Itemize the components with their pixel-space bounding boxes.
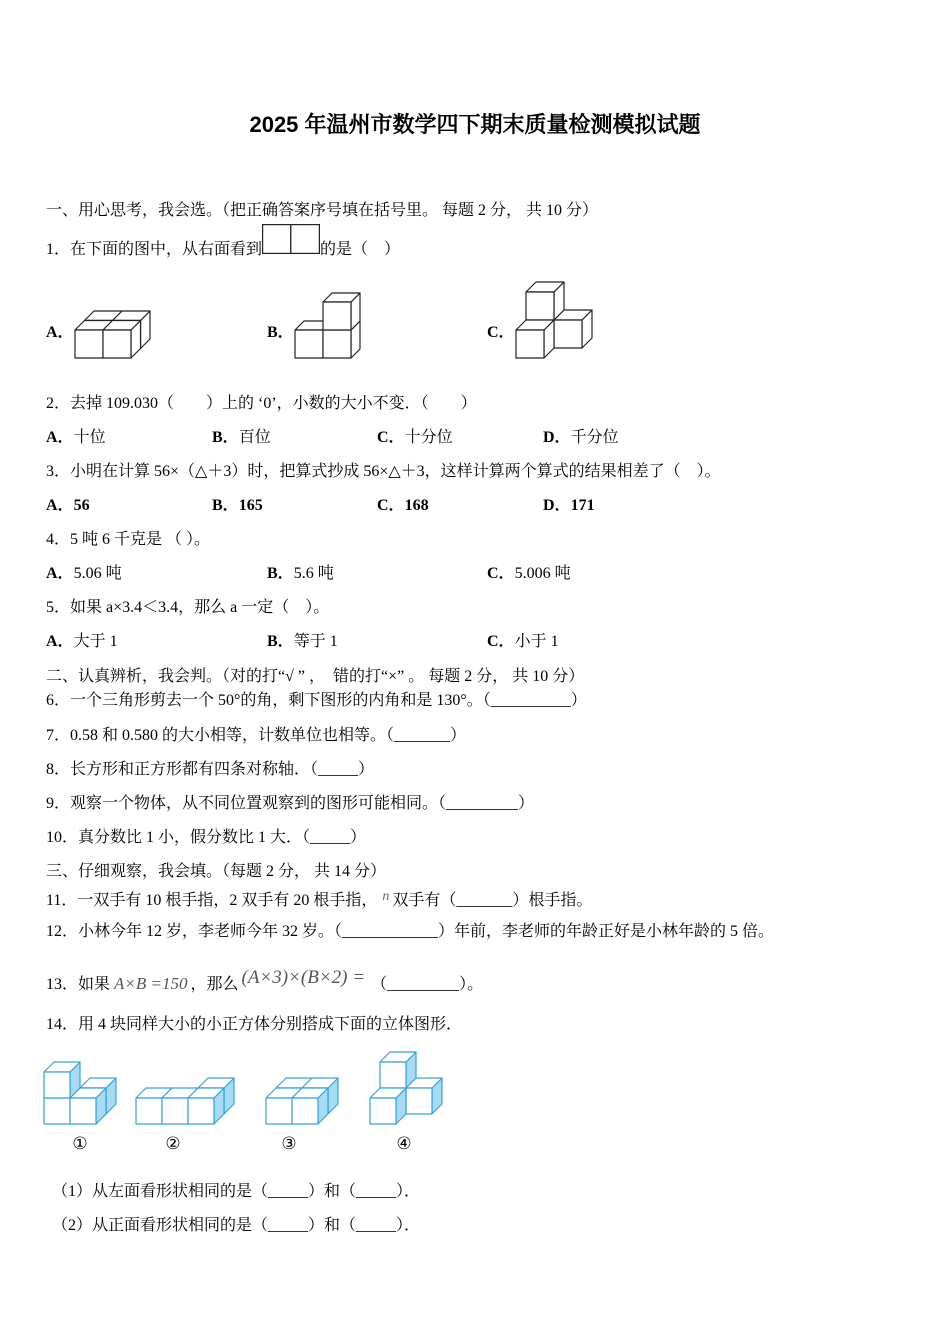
cube [370, 1088, 406, 1124]
question-10 [46, 828, 366, 848]
cube-front-face [80, 1088, 106, 1114]
cube [516, 320, 554, 358]
option-text: 大于 1 [73, 633, 118, 650]
option-text: 百位 [238, 429, 271, 446]
cube-right-face [432, 1078, 442, 1114]
cube-front-face [554, 320, 582, 348]
q14-figure-1 [44, 1062, 116, 1124]
option-label: B． [212, 429, 239, 446]
cube [103, 321, 141, 359]
cube-right-face [113, 311, 123, 349]
cube-front-face [380, 1088, 406, 1114]
question-13-text-after: （_________）。 [371, 976, 484, 993]
figure-1-label: ① [72, 1134, 88, 1153]
cube-front-face [276, 1088, 302, 1114]
variable-n: n [382, 889, 390, 904]
cube-front-face [85, 321, 113, 349]
q5-option-b [267, 632, 338, 652]
cube-top-face [323, 293, 360, 302]
option-label: B． [267, 324, 294, 341]
cube [526, 310, 564, 348]
cube-front-face [406, 1088, 432, 1114]
cube-top-face [44, 1088, 80, 1098]
option-text: 小于 1 [514, 633, 559, 650]
cube-right-face [96, 1088, 106, 1124]
section-3-heading-text: 三、仔细观察，我会填。（每题 2 分， 共 14 分） [46, 863, 387, 880]
section-2-heading-text: 二、认真辨析，我会判。（对的打“√ ” ， 错的打“×” 。 每题 2 分， 共 10 分） [46, 668, 585, 685]
q2-option-a [46, 428, 106, 448]
question-7-text: 7．0.58 和 0.580 的大小相等，计数单位也相等。（_______） [46, 727, 467, 744]
cube-front-face [295, 330, 323, 358]
q3-option-c [377, 496, 429, 516]
question-11 [46, 887, 592, 911]
cube-front-face [70, 1098, 96, 1124]
cube-front-face [526, 320, 554, 348]
question-10-text: 10．真分数比 1 小，假分数比 1 大．（_____） [46, 829, 367, 846]
q3-option-d [543, 496, 595, 516]
cube-right-face [70, 1062, 80, 1098]
cube-front-face [113, 321, 141, 349]
cube-right-face [554, 282, 564, 320]
cube-right-face [141, 311, 151, 349]
view-square-right [291, 225, 320, 254]
option-text: 165 [238, 497, 263, 514]
cube-right-face [351, 321, 360, 358]
option-text: 168 [404, 497, 429, 514]
view-square-left [263, 225, 291, 254]
question-4-text: 4．5 吨 6 千克是 （ ）。 [46, 531, 211, 548]
cube-right-face [70, 1088, 80, 1124]
cube-right-face [162, 1088, 172, 1124]
question-7 [46, 726, 466, 746]
q1-option-c [487, 323, 515, 343]
cube-front-face [516, 330, 544, 358]
option-text: 5.006 吨 [514, 565, 571, 582]
cube-top-face [295, 321, 332, 330]
option-label: B． [267, 565, 294, 582]
q4-option-a [46, 564, 122, 584]
figure-3-label: ③ [281, 1134, 297, 1153]
option-text: 171 [570, 497, 595, 514]
cube-right-face [214, 1088, 224, 1124]
cube-front-face [266, 1098, 292, 1124]
question-6 [46, 691, 587, 711]
cube-top-face [266, 1088, 302, 1098]
question-13-text-before: 13．如果 [46, 976, 111, 993]
question-14-part-1-text: （1）从左面看形状相同的是（_____）和（_____）． [52, 1183, 421, 1200]
question-5-text: 5．如果 a×3.4＜3.4，那么 a 一定（ ）。 [46, 599, 330, 616]
cube-top-face [406, 1078, 442, 1088]
q2-option-b [212, 428, 271, 448]
cube-front-face [526, 292, 554, 320]
question-3 [46, 462, 721, 482]
cube [266, 1088, 302, 1124]
q2-option-d [543, 428, 619, 448]
option-label: A． [46, 324, 74, 341]
cube-right-face [224, 1078, 234, 1114]
option-label: A． [46, 565, 74, 582]
question-6-text: 6．一个三角形剪去一个 50°的角，剩下图形的内角和是 130°。（__________） [46, 692, 587, 709]
question-13 [46, 968, 483, 995]
option-label: A． [46, 497, 74, 514]
section-1-heading [46, 201, 598, 221]
q1-option-b-figure [295, 293, 360, 358]
cube-front-face [198, 1088, 224, 1114]
cube [75, 321, 113, 359]
cube-top-face [75, 321, 113, 331]
cube-right-face [323, 321, 332, 358]
cube-right-face [351, 293, 360, 330]
q1-side-view-figure [262, 224, 320, 254]
option-text: 千分位 [570, 429, 619, 446]
cube [302, 1078, 338, 1114]
cube [188, 1088, 224, 1124]
question-9 [46, 794, 534, 814]
cube-top-face [188, 1088, 224, 1098]
cube-top-face [554, 310, 592, 320]
cube-right-face [328, 1078, 338, 1114]
section-2-heading [46, 667, 584, 687]
cube [44, 1062, 80, 1098]
q2-option-c [377, 428, 453, 448]
cube [85, 311, 123, 349]
cube-right-face [544, 320, 554, 358]
option-text: 十位 [73, 429, 106, 446]
math-expression: (A×3)×(B×2) = [241, 967, 366, 988]
cube [162, 1088, 198, 1124]
question-13-text-middle: ，那么 [190, 976, 239, 993]
q14-figure-2 [136, 1078, 234, 1124]
cube-top-face [162, 1088, 198, 1098]
q4-option-b [267, 564, 334, 584]
cube-top-face [44, 1062, 80, 1072]
section-3-heading [46, 862, 386, 882]
cube [276, 1078, 312, 1114]
figure-2-label: ② [165, 1134, 181, 1153]
cube-top-face [526, 282, 564, 292]
cube-front-face [44, 1098, 70, 1124]
cube-front-face [136, 1098, 162, 1124]
question-14-part-2 [52, 1216, 420, 1236]
cube-top-face [292, 1088, 328, 1098]
q1-option-a [46, 323, 74, 343]
cube-front-face [75, 330, 103, 358]
cube-front-face [370, 1098, 396, 1124]
question-14-part-2-text: （2）从正面看形状相同的是（_____）和（_____）． [52, 1217, 421, 1234]
cube-top-face [370, 1088, 406, 1098]
question-14-part-1 [52, 1182, 420, 1202]
cube [44, 1088, 80, 1124]
cube [136, 1088, 172, 1124]
cube-right-face [406, 1052, 416, 1088]
cube-top-face [323, 321, 360, 330]
option-label: C． [487, 565, 515, 582]
question-11-text-after: 双手有（_______）根手指。 [392, 892, 593, 909]
option-label: A． [46, 429, 74, 446]
cube-front-face [188, 1098, 214, 1124]
question-14-text: 14．用 4 块同样大小的小正方体分别搭成下面的立体图形． [46, 1016, 463, 1033]
option-label: C． [487, 633, 515, 650]
figure-4-label: ④ [396, 1134, 412, 1153]
cube-top-face [80, 1078, 116, 1088]
cube-right-face [188, 1088, 198, 1124]
page-title: 2025 年温州市数学四下期末质量检测模拟试题 [249, 112, 701, 137]
cube [323, 293, 360, 330]
q14-figure-3 [266, 1078, 338, 1124]
question-3-text: 3．小明在计算 56×（△＋3）时，把算式抄成 56×△＋3，这样计算两个算式的结果相差了（ ）。 [46, 463, 721, 480]
option-text: 十分位 [404, 429, 453, 446]
option-text: 56 [73, 497, 90, 514]
cube [323, 321, 360, 358]
question-12-text: 12．小林今年 12 岁，李老师今年 32 岁。（____________）年前，李老师的年龄正好是小林年龄的 5 倍。 [46, 923, 775, 940]
cube-right-face [103, 321, 113, 359]
option-label: C． [377, 497, 405, 514]
option-label: D． [543, 497, 571, 514]
cube-top-face [85, 311, 123, 321]
option-label: B． [212, 497, 239, 514]
cube-top-face [198, 1078, 234, 1088]
question-12 [46, 922, 774, 942]
question-11-text-before: 11．一双手有 10 根手指，2 双手有 20 根手指， [46, 892, 378, 909]
cube-front-face [323, 302, 351, 330]
cube-top-face [103, 321, 141, 331]
question-8-text: 8．长方形和正方形都有四条对称轴．（_____） [46, 761, 375, 778]
cube-top-face [516, 320, 554, 330]
option-text: 5.06 吨 [73, 565, 122, 582]
cube-front-face [44, 1072, 70, 1098]
question-1-text-before: 1．在下面的图中，从右面看到 [46, 241, 263, 258]
option-text: 等于 1 [293, 633, 338, 650]
q14-figure-4 [370, 1052, 442, 1124]
option-label: C． [377, 429, 405, 446]
question-4 [46, 530, 210, 550]
cube [198, 1078, 234, 1114]
cube [406, 1078, 442, 1114]
cube [526, 282, 564, 320]
question-1-text-after: 的是（ ） [320, 241, 401, 258]
cube-top-face [70, 1088, 106, 1098]
question-9-text: 9．观察一个物体，从不同位置观察到的图形可能相同。（_________） [46, 795, 535, 812]
cube [380, 1052, 416, 1088]
cube-right-face [292, 1088, 302, 1124]
question-5 [46, 598, 329, 618]
question-2-text: 2．去掉 109.030（ ）上的 ‘0’，小数的大小不变．（ ） [46, 395, 477, 412]
q5-option-a [46, 632, 118, 652]
question-2 [46, 394, 477, 414]
cube-top-face [302, 1078, 338, 1088]
option-text: 5.6 吨 [293, 565, 334, 582]
cube-front-face [323, 330, 351, 358]
cube [113, 311, 151, 349]
q1-option-b [267, 323, 294, 343]
q5-option-c [487, 632, 559, 652]
cube-top-face [136, 1088, 172, 1098]
cube-top-face [526, 310, 564, 320]
q1-option-c-figure [516, 282, 592, 358]
cube-front-face [162, 1098, 188, 1124]
q3-option-a [46, 496, 90, 516]
cube [70, 1088, 106, 1124]
question-14 [46, 1015, 462, 1035]
cube-front-face [302, 1088, 328, 1114]
option-label: D． [543, 429, 571, 446]
math-given-equation: A×B =150 [114, 974, 188, 993]
q1-option-a-figure [75, 311, 150, 358]
q3-option-b [212, 496, 263, 516]
cube-right-face [554, 310, 564, 348]
cube-right-face [582, 310, 592, 348]
cube-right-face [318, 1088, 328, 1124]
cube-right-face [106, 1078, 116, 1114]
cube-top-face [113, 311, 151, 321]
cube [80, 1078, 116, 1114]
cube-right-face [131, 321, 141, 359]
cube [292, 1088, 328, 1124]
cube [380, 1078, 416, 1114]
cube-front-face [103, 330, 131, 358]
section-1-heading-text: 一、用心思考，我会选。（把正确答案序号填在括号里。 每题 2 分， 共 10 分） [46, 202, 599, 219]
cube [295, 321, 332, 358]
option-label: C． [487, 324, 515, 341]
cube [554, 310, 592, 348]
cube-right-face [302, 1078, 312, 1114]
cube-top-face [380, 1052, 416, 1062]
question-1 [46, 238, 400, 260]
cube-top-face [276, 1078, 312, 1088]
cube-front-face [292, 1098, 318, 1124]
option-label: B． [267, 633, 294, 650]
cube-right-face [396, 1088, 406, 1124]
q4-option-c [487, 564, 571, 584]
cube-front-face [380, 1062, 406, 1088]
option-label: A． [46, 633, 74, 650]
cube-top-face [380, 1078, 416, 1088]
cube-right-face [406, 1078, 416, 1114]
question-8 [46, 760, 374, 780]
